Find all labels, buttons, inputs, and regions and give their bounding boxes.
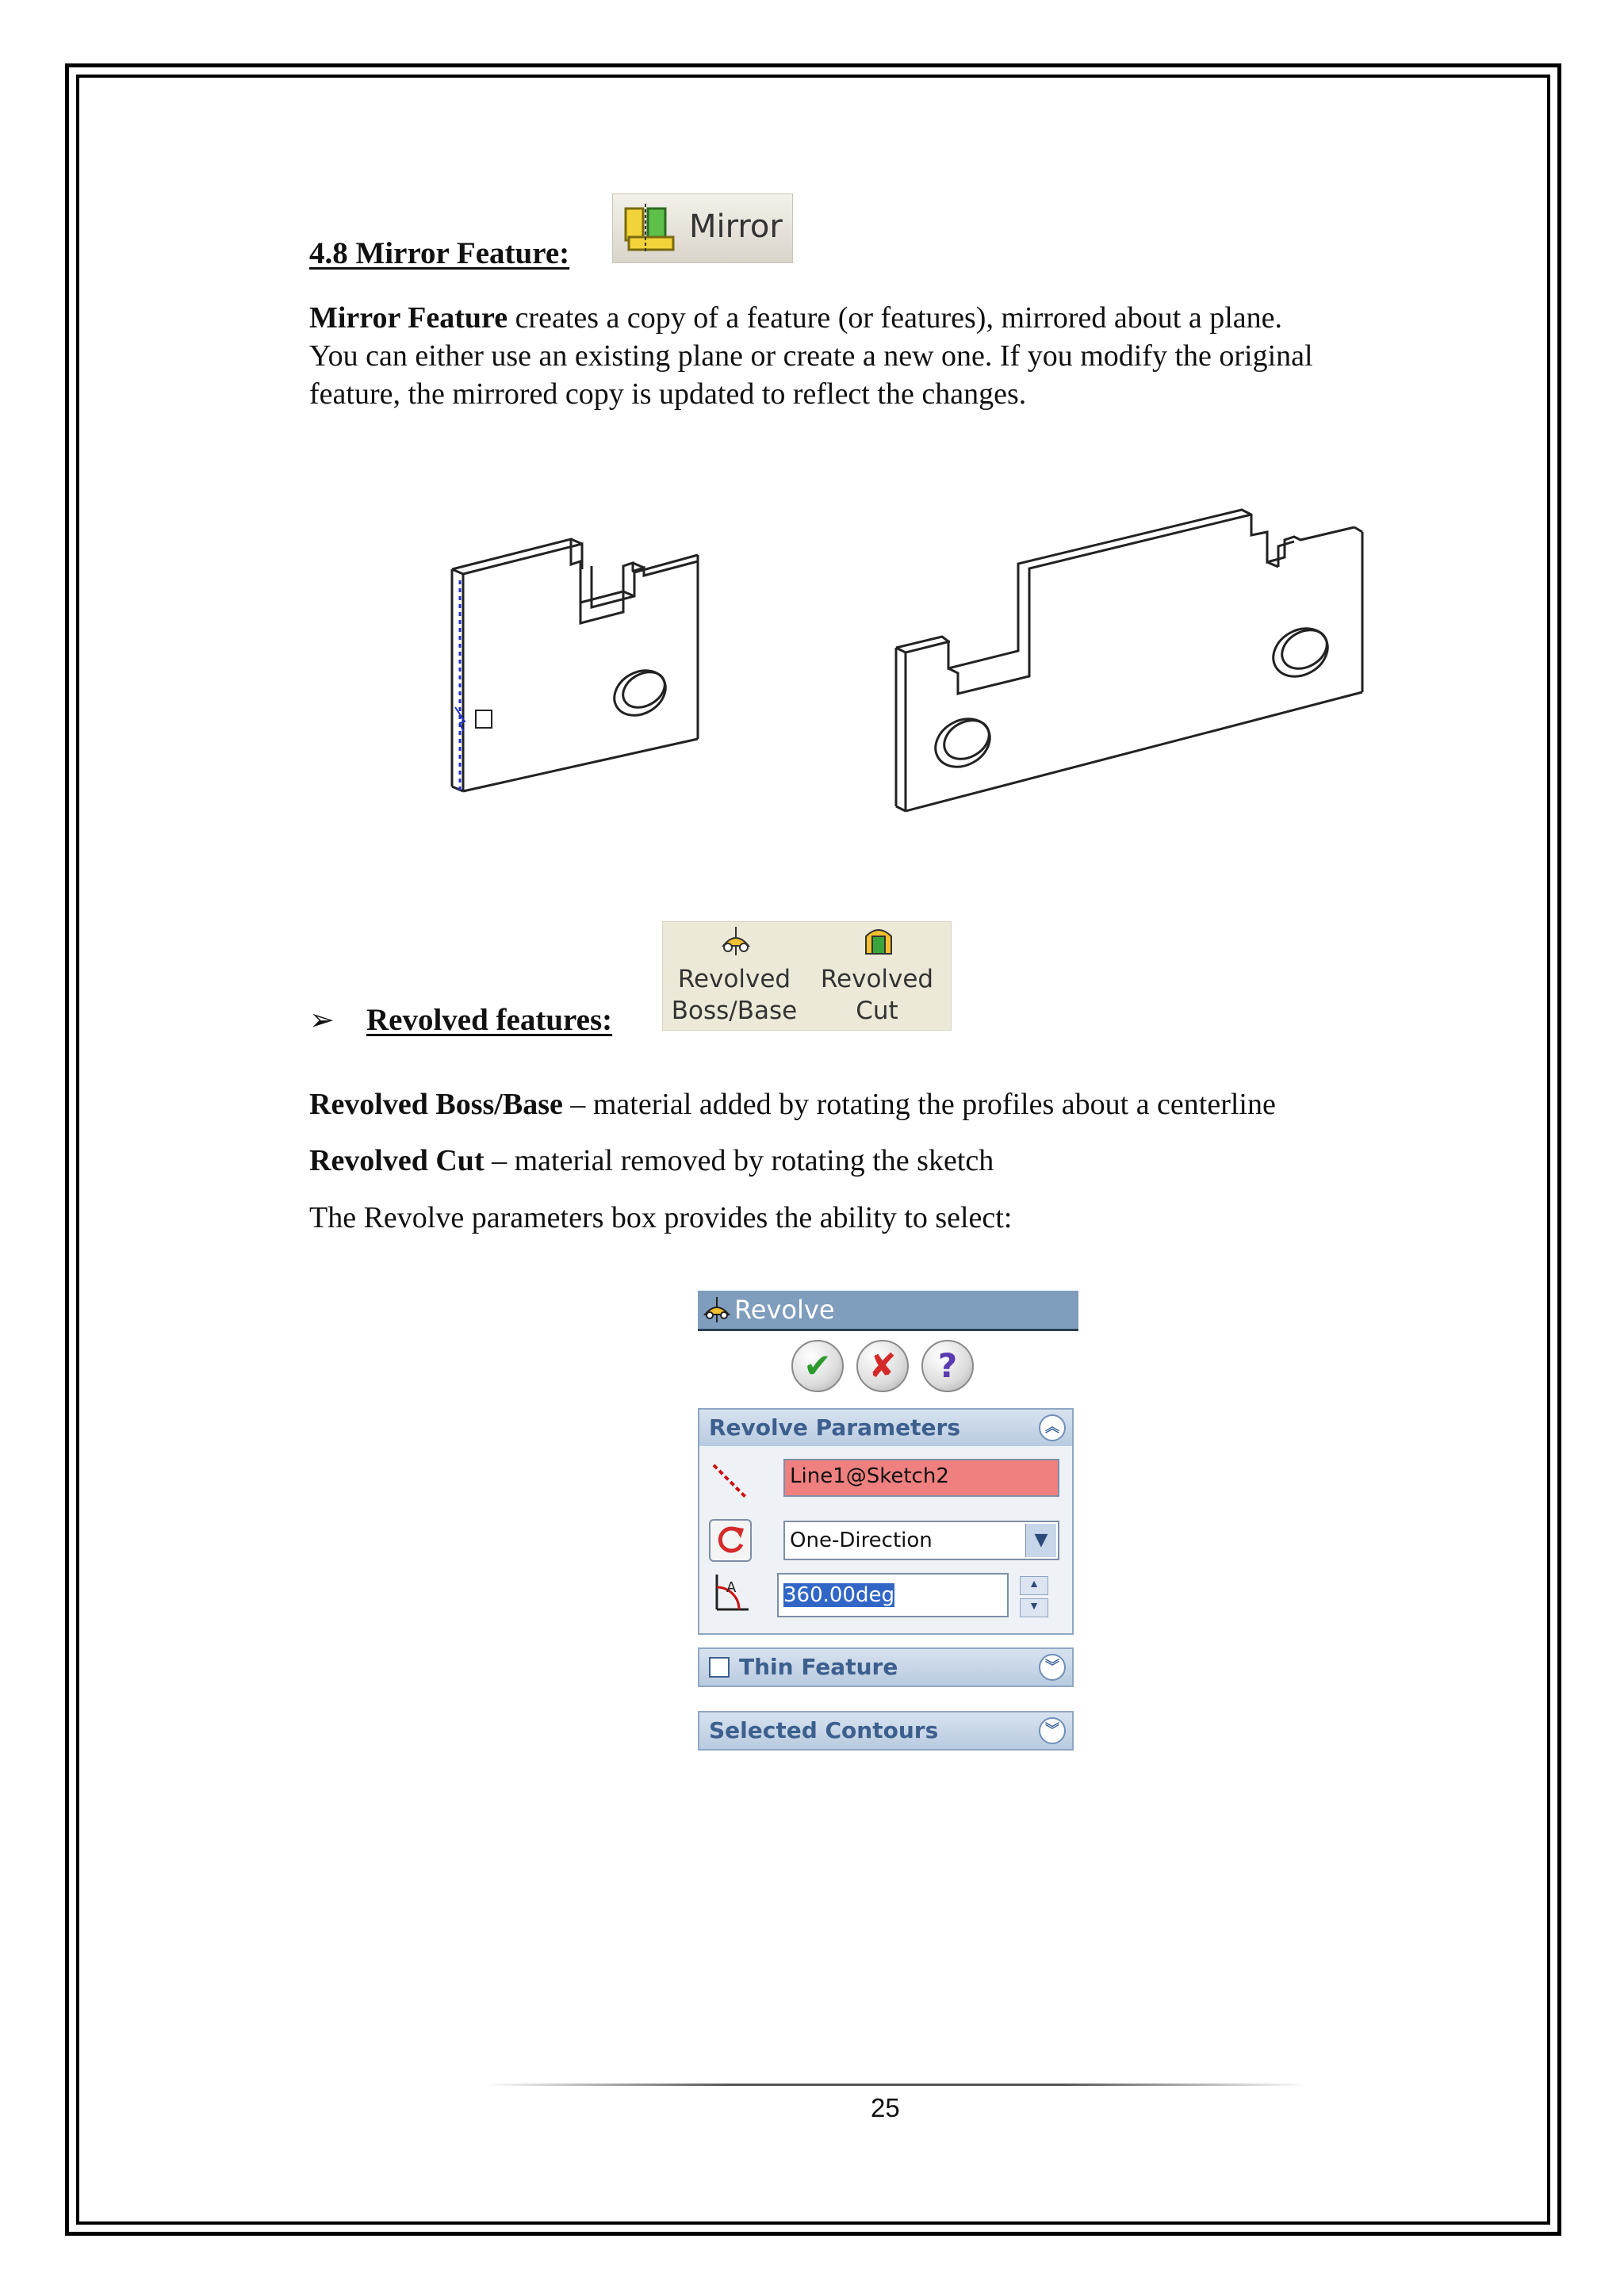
- revolve-boss-icon: [720, 927, 752, 955]
- x-icon: ✘: [868, 1346, 897, 1385]
- axis-value: Line1@Sketch2: [790, 1464, 949, 1488]
- boss-base-definition: [309, 1085, 1276, 1123]
- selected-contours-title: Selected Contours: [709, 1717, 939, 1743]
- revolved-cut-button[interactable]: [806, 922, 948, 1031]
- question-icon: ?: [937, 1346, 958, 1385]
- revolved-boss-label-1: Revolved: [677, 965, 791, 993]
- selected-contours-header[interactable]: [699, 1712, 1072, 1749]
- bullet-arrow-icon: ➢: [309, 1004, 335, 1037]
- axis-of-revolution-field[interactable]: [783, 1459, 1059, 1497]
- selected-contours-group[interactable]: [698, 1711, 1074, 1751]
- chevron-up-icon[interactable]: ︽: [1039, 1414, 1066, 1441]
- cut-term: Revolved Cut: [309, 1144, 485, 1177]
- revolved-cut-label-1: Revolved: [820, 965, 934, 993]
- revolve-intro-text: The Revolve parameters box provides the ability to select:: [309, 1201, 1013, 1234]
- angle-icon: [709, 1571, 752, 1614]
- check-icon: ✔: [803, 1346, 832, 1385]
- mirror-icon: [621, 202, 681, 254]
- revolved-toolbar: [662, 921, 952, 1031]
- revolved-boss-base-button[interactable]: [663, 922, 806, 1031]
- revolve-parameters-header[interactable]: [699, 1410, 1072, 1446]
- revolved-features-heading: Revolved features:: [366, 1003, 613, 1037]
- mirror-term: Mirror Feature: [309, 301, 508, 335]
- reverse-direction-icon: [710, 1521, 750, 1560]
- revolve-panel-title-bar: [698, 1291, 1078, 1331]
- thin-feature-group[interactable]: [698, 1647, 1074, 1687]
- help-button[interactable]: [921, 1340, 974, 1392]
- chevron-down-icon[interactable]: ▼: [1025, 1524, 1056, 1557]
- mirror-label: Mirror: [689, 209, 783, 245]
- mirror-paragraph-line3: feature, the mirrored copy is updated to reflect the changes.: [309, 377, 1027, 411]
- revolve-cut-icon: [863, 925, 894, 957]
- boss-base-term: Revolved Boss/Base: [309, 1088, 563, 1121]
- spinner-down-icon[interactable]: ▼: [1020, 1598, 1048, 1617]
- revolved-cut-label-2: Cut: [856, 997, 898, 1025]
- cut-desc: – material removed by rotating the sketch: [484, 1144, 994, 1177]
- angle-input[interactable]: [777, 1573, 1009, 1617]
- section-heading-mirror: 4.8 Mirror Feature:: [309, 236, 570, 270]
- revolved-boss-label-2: Boss/Base: [671, 997, 798, 1025]
- boss-base-desc: – material added by rotating the profiles about a centerline: [562, 1088, 1276, 1121]
- spinner-up-icon[interactable]: ▲: [1020, 1576, 1048, 1595]
- mirror-paragraph: [309, 299, 1313, 413]
- original-part-illustration: [436, 523, 706, 809]
- revolve-panel: [698, 1291, 1080, 1758]
- mirror-paragraph-line1: [309, 299, 1313, 337]
- thin-feature-checkbox[interactable]: [709, 1657, 730, 1678]
- chevron-down-icon[interactable]: ︾: [1039, 1654, 1066, 1681]
- mirror-line1-text: creates a copy of a feature (or features), mirrored about a plane.: [508, 301, 1282, 335]
- page-number: 25: [871, 2093, 900, 2122]
- svg-text:A: A: [726, 1579, 737, 1596]
- footer-divider: [484, 2084, 1308, 2086]
- direction-value: One-Direction: [790, 1529, 933, 1552]
- chevron-down-icon[interactable]: ︾: [1039, 1717, 1066, 1744]
- axis-of-revolution-icon: [709, 1460, 752, 1503]
- revolve-parameters-group: [698, 1408, 1074, 1635]
- cancel-button[interactable]: [856, 1340, 909, 1392]
- ok-button[interactable]: [791, 1340, 844, 1392]
- revolve-title-icon: [703, 1297, 731, 1322]
- angle-value: 360.00deg: [783, 1583, 894, 1607]
- reverse-direction-button[interactable]: [709, 1519, 752, 1562]
- mirror-paragraph-line2: You can either use an existing plane or create a new one. If you modify the original: [309, 339, 1313, 373]
- mirror-toolbar-button[interactable]: [612, 193, 793, 263]
- revolve-panel-title: Revolve: [734, 1295, 835, 1325]
- mirrored-part-illustration: [887, 496, 1378, 828]
- direction-select[interactable]: [783, 1521, 1059, 1560]
- thin-feature-header[interactable]: [699, 1649, 1072, 1686]
- angle-spinner[interactable]: [1020, 1576, 1048, 1616]
- revolve-parameters-title: Revolve Parameters: [709, 1414, 961, 1441]
- cut-definition: [309, 1142, 994, 1180]
- thin-feature-title: Thin Feature: [739, 1654, 898, 1680]
